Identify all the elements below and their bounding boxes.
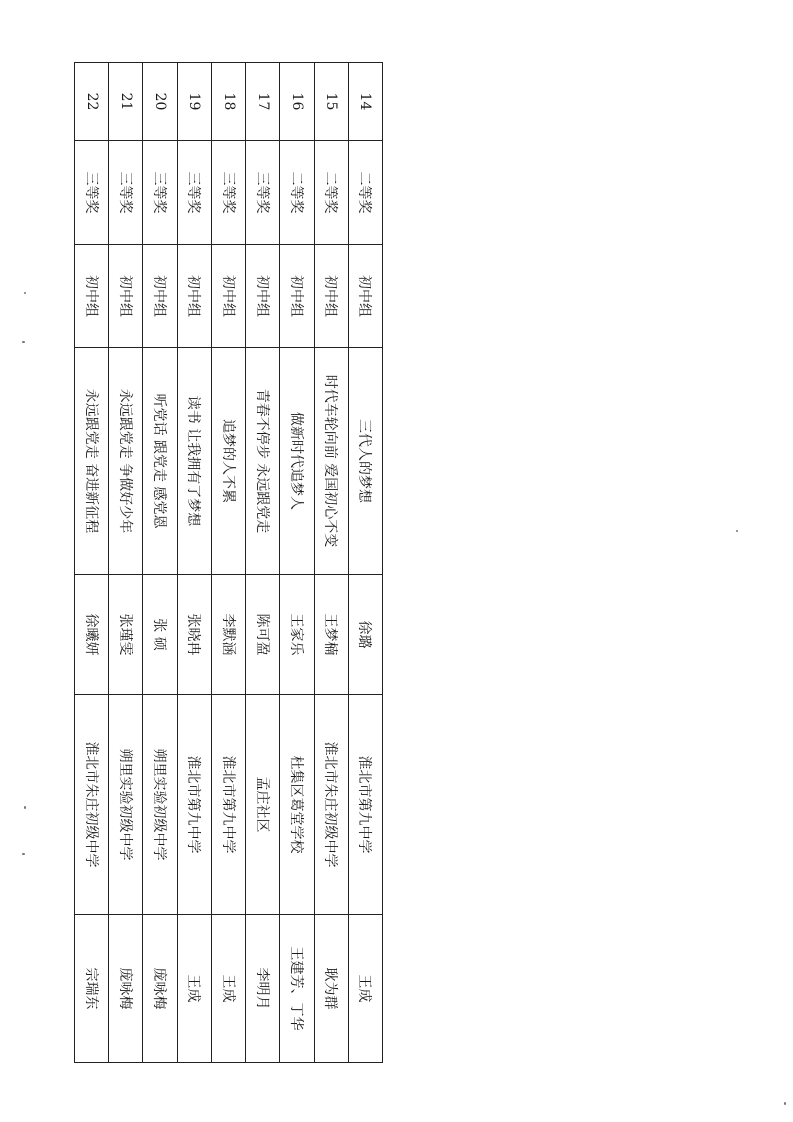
cell-teacher: 庞咏梅 xyxy=(143,915,177,1063)
cell-author: 陈可盈 xyxy=(246,575,280,695)
cell-no: 21 xyxy=(109,63,143,141)
cell-school: 杜集区葛堂学校 xyxy=(280,695,314,915)
cell-author: 徐璐 xyxy=(348,575,382,695)
cell-school: 淮北市第九中学 xyxy=(348,695,382,915)
scan-speck xyxy=(736,530,738,532)
cell-school: 朔里实验初级中学 xyxy=(109,695,143,915)
cell-prize: 三等奖 xyxy=(109,141,143,245)
cell-title: 追梦的人不累 xyxy=(211,348,245,575)
cell-no: 20 xyxy=(143,63,177,141)
scan-speck xyxy=(22,341,25,343)
cell-no: 17 xyxy=(246,63,280,141)
cell-no: 14 xyxy=(348,63,382,141)
cell-author: 王家乐 xyxy=(280,575,314,695)
cell-author: 张 硕 xyxy=(143,575,177,695)
cell-group: 初中组 xyxy=(280,245,314,348)
table-row xyxy=(211,63,245,1063)
cell-group: 初中组 xyxy=(177,245,211,348)
cell-author: 徐曦妍 xyxy=(75,575,109,695)
cell-group: 初中组 xyxy=(109,245,143,348)
cell-group: 初中组 xyxy=(211,245,245,348)
cell-prize: 三等奖 xyxy=(211,141,245,245)
cell-no: 15 xyxy=(314,63,348,141)
cell-prize: 三等奖 xyxy=(246,141,280,245)
cell-group: 初中组 xyxy=(143,245,177,348)
table-row xyxy=(280,63,314,1063)
cell-prize: 二等奖 xyxy=(314,141,348,245)
cell-group: 初中组 xyxy=(348,245,382,348)
cell-school: 孟庄社区 xyxy=(246,695,280,915)
cell-author: 王梦楠 xyxy=(314,575,348,695)
scan-speck xyxy=(24,292,26,294)
cell-author: 张瑾雯 xyxy=(109,575,143,695)
cell-no: 16 xyxy=(280,63,314,141)
rotated-table-frame xyxy=(74,62,383,1062)
cell-prize: 三等奖 xyxy=(75,141,109,245)
table-row xyxy=(109,63,143,1063)
cell-teacher: 李明月 xyxy=(246,915,280,1063)
cell-school: 淮北市朱庄初级中学 xyxy=(314,695,348,915)
table-row xyxy=(143,63,177,1063)
cell-title: 三代人的梦想 xyxy=(348,348,382,575)
scan-speck xyxy=(22,853,25,855)
cell-no: 19 xyxy=(177,63,211,141)
table-row xyxy=(246,63,280,1063)
scan-speck xyxy=(784,1102,786,1105)
cell-teacher: 王建芳、丁华 xyxy=(280,915,314,1063)
cell-title: 永远跟党走 奋进新征程 xyxy=(75,348,109,575)
table-row xyxy=(177,63,211,1063)
cell-prize: 二等奖 xyxy=(280,141,314,245)
table-row xyxy=(75,63,109,1063)
cell-prize: 三等奖 xyxy=(143,141,177,245)
cell-title: 时代车轮向前 爱国初心不变 xyxy=(314,348,348,575)
awards-table xyxy=(74,62,383,1063)
table-row xyxy=(314,63,348,1063)
cell-author: 张晓冉 xyxy=(177,575,211,695)
cell-teacher: 庞咏梅 xyxy=(109,915,143,1063)
cell-title: 永远跟党走 争做好少年 xyxy=(109,348,143,575)
cell-title: 做新时代追梦人 xyxy=(280,348,314,575)
cell-teacher: 宗瑞东 xyxy=(75,915,109,1063)
cell-teacher: 王成 xyxy=(211,915,245,1063)
cell-title: 读书 让我拥有了梦想 xyxy=(177,348,211,575)
cell-group: 初中组 xyxy=(314,245,348,348)
table-row xyxy=(348,63,382,1063)
scan-speck xyxy=(24,806,26,809)
cell-teacher: 王成 xyxy=(348,915,382,1063)
cell-prize: 三等奖 xyxy=(177,141,211,245)
cell-group: 初中组 xyxy=(75,245,109,348)
cell-no: 18 xyxy=(211,63,245,141)
cell-school: 淮北市朱庄初级中学 xyxy=(75,695,109,915)
cell-school: 淮北市第九中学 xyxy=(177,695,211,915)
cell-group: 初中组 xyxy=(246,245,280,348)
cell-title: 听党话 跟党走 感党恩 xyxy=(143,348,177,575)
cell-teacher: 王成 xyxy=(177,915,211,1063)
cell-prize: 二等奖 xyxy=(348,141,382,245)
cell-school: 朔里实验初级中学 xyxy=(143,695,177,915)
cell-teacher: 耿为群 xyxy=(314,915,348,1063)
cell-no: 22 xyxy=(75,63,109,141)
cell-title: 青春不停步 永远跟党走 xyxy=(246,348,280,575)
cell-author: 李默涵 xyxy=(211,575,245,695)
cell-school: 淮北市第九中学 xyxy=(211,695,245,915)
